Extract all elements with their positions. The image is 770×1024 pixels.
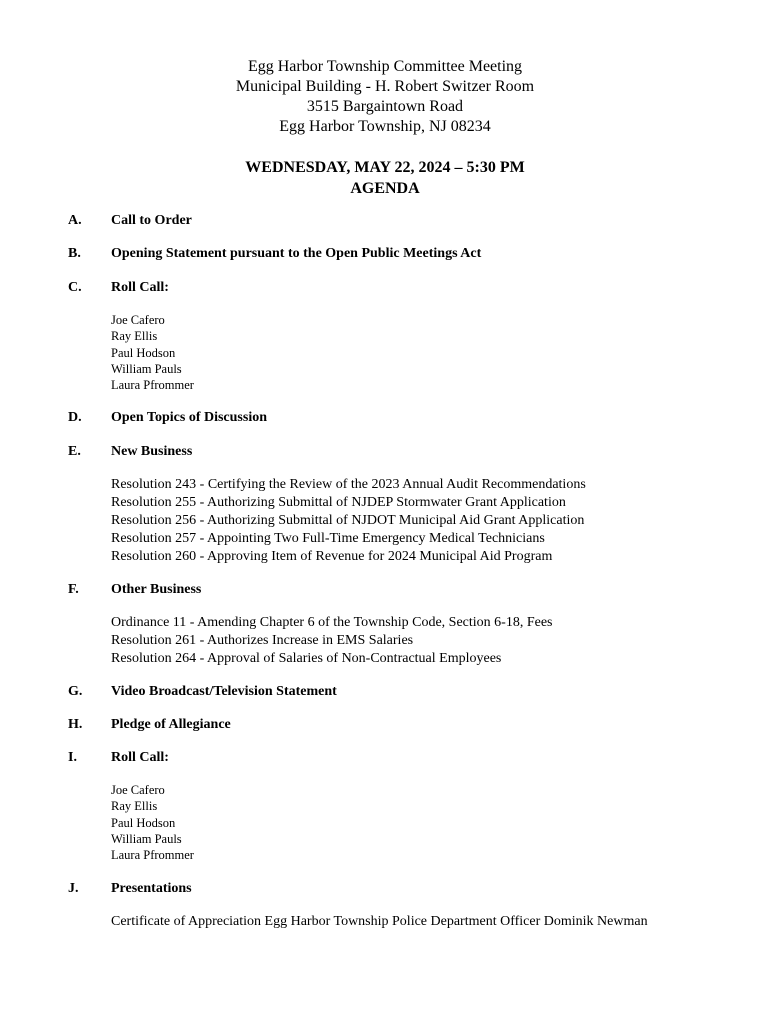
member-name: Ray Ellis — [111, 799, 158, 814]
meeting-header — [0, 57, 770, 137]
roll-call-names-second — [111, 782, 731, 863]
agenda-titles — [0, 157, 770, 199]
agenda-item-g — [68, 683, 708, 701]
item-title: New Business — [111, 444, 193, 459]
item-letter: C. — [68, 280, 82, 295]
item-title: Call to Order — [111, 213, 192, 228]
meeting-location: Municipal Building - H. Robert Switzer Room — [235, 78, 535, 95]
item-title: Other Business — [111, 582, 202, 597]
item-title: Video Broadcast/Television Statement — [111, 684, 337, 699]
roll-call-names-first — [111, 312, 731, 393]
agenda-item-a — [68, 212, 708, 230]
item-letter: E. — [68, 444, 81, 459]
item-letter: I. — [68, 750, 77, 765]
item-letter: B. — [68, 246, 81, 261]
agenda-item-e — [68, 443, 708, 461]
new-business-resolutions — [111, 476, 731, 566]
resolution-entry: Resolution 256 - Authorizing Submittal of NJDOT Municipal Aid Grant Application — [111, 513, 585, 528]
item-title: Open Topics of Discussion — [111, 410, 267, 425]
member-name: Laura Pfrommer — [111, 378, 194, 393]
item-letter: H. — [68, 717, 83, 732]
item-title: Roll Call: — [111, 280, 169, 295]
item-letter: D. — [68, 410, 82, 425]
member-name: Joe Cafero — [111, 313, 165, 327]
meeting-city-state: Egg Harbor Township, NJ 08234 — [279, 118, 491, 135]
meeting-date-time: WEDNESDAY, MAY 22, 2024 – 5:30 PM — [245, 159, 525, 176]
member-name: William Pauls — [111, 361, 182, 376]
agenda-item-c — [68, 279, 708, 297]
member-name: Laura Pfrommer — [111, 848, 194, 863]
resolution-entry: Resolution 257 - Appointing Two Full-Time Emergency Medical Technicians — [111, 531, 545, 546]
item-title: Pledge of Allegiance — [111, 717, 231, 732]
member-name: Joe Cafero — [111, 783, 165, 797]
agenda-item-j — [68, 880, 708, 898]
agenda-item-b — [68, 245, 708, 263]
meeting-street-address: 3515 Bargaintown Road — [306, 98, 464, 115]
resolution-entry: Resolution 264 - Approval of Salaries of Non-Contractual Employees — [111, 651, 502, 666]
member-name: Paul Hodson — [111, 815, 176, 830]
resolution-entry: Resolution 243 - Certifying the Review of the 2023 Annual Audit Recommendations — [111, 477, 586, 492]
item-title: Opening Statement pursuant to the Open Public Meetings Act — [111, 246, 482, 261]
resolution-entry: Resolution 255 - Authorizing Submittal of NJDEP Stormwater Grant Application — [111, 495, 566, 510]
item-letter: F. — [68, 582, 79, 597]
presentations-entries — [111, 913, 731, 931]
resolution-entry: Resolution 260 - Approving Item of Revenue for 2024 Municipal Aid Program — [111, 549, 553, 564]
other-business-entries — [111, 614, 731, 668]
member-name: Ray Ellis — [111, 329, 158, 344]
agenda-item-h — [68, 716, 708, 734]
item-letter: J. — [68, 881, 79, 896]
item-title: Presentations — [111, 881, 192, 896]
agenda-item-f — [68, 581, 708, 599]
agenda-item-d — [68, 409, 708, 427]
meeting-name: Egg Harbor Township Committee Meeting — [247, 58, 523, 75]
item-letter: A. — [68, 213, 82, 228]
agenda-title: AGENDA — [350, 180, 420, 197]
item-title: Roll Call: — [111, 750, 169, 765]
ordinance-entry: Ordinance 11 - Amending Chapter 6 of the Township Code, Section 6-18, Fees — [111, 615, 553, 630]
member-name: William Pauls — [111, 831, 182, 846]
presentation-entry: Certificate of Appreciation Egg Harbor Township Police Department Officer Dominik Newman — [111, 914, 648, 929]
item-letter: G. — [68, 684, 83, 699]
member-name: Paul Hodson — [111, 345, 176, 360]
resolution-entry: Resolution 261 - Authorizes Increase in EMS Salaries — [111, 633, 414, 648]
agenda-item-i — [68, 749, 708, 767]
